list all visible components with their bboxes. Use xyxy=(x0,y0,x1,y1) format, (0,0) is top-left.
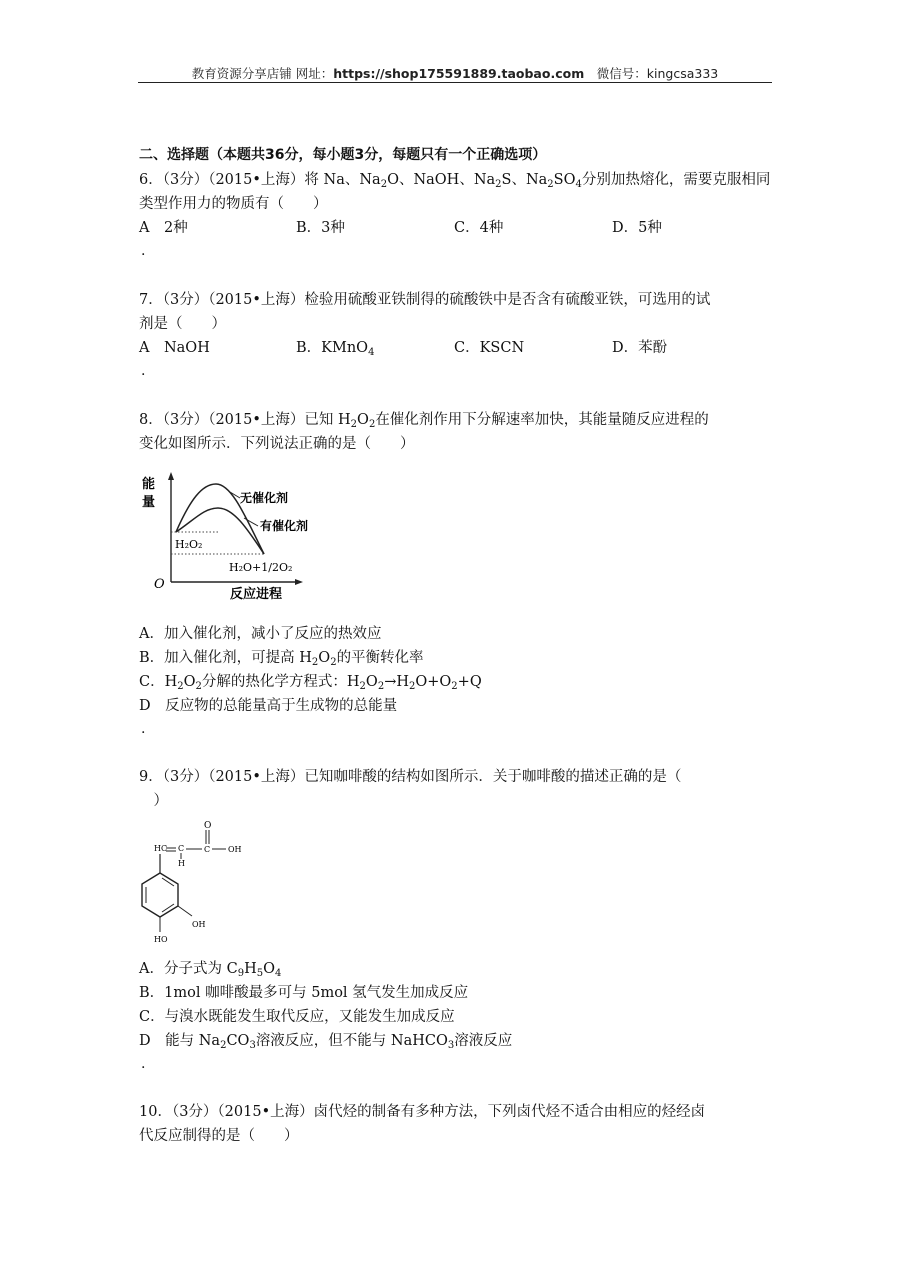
q8-b-text-a: B．加入催化剂，可提高 H xyxy=(139,650,312,666)
reactant-label: H₂O₂ xyxy=(175,538,203,551)
q9-a-sub-9: 9 xyxy=(237,968,245,979)
q6-option-b[interactable]: B．3种 xyxy=(296,220,345,236)
q7-line2: 剂是（ ） xyxy=(139,316,226,332)
q6-option-c[interactable]: C．4种 xyxy=(454,220,504,236)
q6-option-d[interactable]: D．5种 xyxy=(612,220,662,236)
q7-option-b-text: B．KMnO xyxy=(296,340,369,356)
origin-label: O xyxy=(154,577,165,592)
q8-c-sub-3: 2 xyxy=(359,681,366,692)
q9-line2: ） xyxy=(139,793,168,809)
q8-b-sub-b: 2 xyxy=(330,657,337,668)
header-shop: 教育资源分享店铺 网址： xyxy=(191,66,334,81)
curve2-label: 有催化剂 xyxy=(260,519,309,533)
q8-c-sub-6: 2 xyxy=(451,681,458,692)
h-label: H xyxy=(178,859,185,868)
o-top-label: O xyxy=(204,821,212,831)
q8-text-c: 在催化剂作用下分解速率加快，其能量随反应进程的 xyxy=(375,412,709,428)
q8-b-sub-a: 2 xyxy=(311,657,319,668)
product-label: H₂O+1/2O₂ xyxy=(229,561,293,574)
q9-d-text-c: 溶液反应，但不能与 NaHCO xyxy=(255,1033,448,1049)
q9-d-sub-3b: 3 xyxy=(447,1040,455,1051)
q9-option-a[interactable] xyxy=(139,960,281,978)
oh-acid-label: OH xyxy=(228,845,242,854)
q8-dot: . xyxy=(141,721,146,737)
q8-c-sub-5: 2 xyxy=(408,681,416,692)
q9-a-sub-5: 5 xyxy=(256,968,264,979)
q9-d-text-b: CO xyxy=(226,1033,250,1049)
q9-option-d[interactable] xyxy=(139,1032,512,1050)
q6-dot: . xyxy=(141,243,146,259)
header-divider xyxy=(138,82,772,83)
q6-text-a: 6．（3分）（2015•上海）将 Na、Na xyxy=(139,172,381,188)
q8-text-b: O xyxy=(357,412,369,428)
q8-option-c[interactable] xyxy=(139,673,482,691)
q7-option-d[interactable]: D．苯酚 xyxy=(612,340,668,356)
q6-text-d: SO xyxy=(553,172,576,188)
page-header xyxy=(138,64,772,82)
q8-line2: 变化如图所示．下列说法正确的是（ ） xyxy=(139,436,415,452)
q8-option-d[interactable]: D 反应物的总能量高于生成物的总能量 xyxy=(139,698,398,714)
q10-line2: 代反应制得的是（ ） xyxy=(139,1128,299,1144)
q9-a-text-b: H xyxy=(244,961,257,977)
q8-c-text-b: O xyxy=(183,674,196,690)
q10-line1: 10．（3分）（2015•上海）卤代烃的制备有多种方法，下列卤代烃不适合由相应的烃经卤 xyxy=(139,1104,706,1120)
benzene-ring xyxy=(142,873,178,917)
ylabel-2: 量 xyxy=(142,495,156,510)
q9-line1: 9．（3分）（2015•上海）已知咖啡酸的结构如图所示．关于咖啡酸的描述正确的是（ xyxy=(139,769,682,785)
q8-sub-a: 2 xyxy=(350,419,358,430)
q8-c-text-d: O xyxy=(365,674,378,690)
curve1-label: 无催化剂 xyxy=(240,491,289,505)
energy-diagram xyxy=(140,470,340,602)
section-title: 二、选择题（本题共36分，每小题3分，每题只有一个正确选项） xyxy=(139,147,547,163)
q7-line1: 7．（3分）（2015•上海）检验用硫酸亚铁制得的硫酸铁中是否含有硫酸亚铁，可选用的试 xyxy=(139,292,711,308)
ring-double-2 xyxy=(162,904,174,912)
q9-d-text-a: D 能与 Na xyxy=(139,1033,221,1049)
ylabel-1: 能 xyxy=(142,477,156,492)
header-url[interactable]: https://shop175591889.taobao.com xyxy=(333,66,585,81)
ring-double-1 xyxy=(162,878,174,886)
q6-line2: 类型作用力的物质有（ ） xyxy=(139,196,328,212)
q9-a-sub-4: 4 xyxy=(274,968,282,979)
header-wechat-label: 微信号： xyxy=(596,66,647,81)
q9-option-c[interactable]: C．与溴水既能发生取代反应，又能发生加成反应 xyxy=(139,1009,455,1025)
q6-option-a[interactable]: A 2种 xyxy=(139,220,188,236)
q6-sub-a: 2 xyxy=(380,179,388,190)
q6-sub-c: 2 xyxy=(547,179,554,190)
q7-dot: . xyxy=(141,363,146,379)
oh-ring-label: OH xyxy=(192,920,206,929)
q6-text-e: 分别加热熔化，需要克服相同 xyxy=(581,172,771,188)
ho-ring-label: HO xyxy=(154,935,168,944)
q9-d-sub-3a: 3 xyxy=(249,1040,256,1051)
q7-option-a[interactable]: A NaOH xyxy=(139,340,210,356)
q9-d-text-d: 溶液反应 xyxy=(454,1033,513,1049)
q7-option-b-sub: 4 xyxy=(368,347,375,358)
q6-sub-b: 2 xyxy=(495,179,502,190)
caffeic-acid-structure xyxy=(140,818,260,950)
q9-option-b[interactable]: B．1mol 咖啡酸最多可与 5mol 氢气发生加成反应 xyxy=(139,985,469,1001)
xlabel: 反应进程 xyxy=(230,587,283,602)
hc-label: HC xyxy=(154,844,168,853)
q7-option-c[interactable]: C．KSCN xyxy=(454,340,525,356)
q8-c-sub-4: 2 xyxy=(377,681,385,692)
c-eq-label: C xyxy=(178,844,185,853)
q8-c-text-e: →H xyxy=(384,674,409,690)
q8-c-sub-1: 2 xyxy=(177,681,184,692)
q6-line1 xyxy=(139,171,770,189)
q8-c-sub-2: 2 xyxy=(195,681,202,692)
q8-b-text-b: O xyxy=(318,650,331,666)
y-axis-arrow xyxy=(168,472,174,480)
q8-c-text-a: C．H xyxy=(139,674,178,690)
q7-option-b[interactable] xyxy=(296,339,374,357)
leader-2 xyxy=(244,518,258,526)
q8-c-text-f: O+O xyxy=(415,674,452,690)
q8-option-b[interactable] xyxy=(139,649,424,667)
q9-a-text-c: O xyxy=(263,961,275,977)
q6-text-c: S、Na xyxy=(501,172,548,188)
x-axis-arrow xyxy=(295,579,303,585)
q8-line1 xyxy=(139,411,709,429)
q8-sub-b: 2 xyxy=(368,419,376,430)
header-wechat: kingcsa333 xyxy=(646,66,719,81)
q9-d-sub-2: 2 xyxy=(220,1040,227,1051)
q8-b-text-c: 的平衡转化率 xyxy=(336,650,424,666)
q6-text-b: O、NaOH、Na xyxy=(387,172,496,188)
q8-option-a[interactable]: A．加入催化剂，减小了反应的热效应 xyxy=(139,626,382,642)
c-label: C xyxy=(204,845,211,854)
q8-c-text-g: +Q xyxy=(457,674,482,690)
q9-a-text-a: A．分子式为 C xyxy=(139,961,238,977)
q6-sub-d: 4 xyxy=(575,179,582,190)
q8-c-text-c: 分解的热化学方程式：H xyxy=(201,674,360,690)
q9-dot: . xyxy=(141,1056,146,1072)
bond-ring-oh xyxy=(178,906,192,916)
q8-text-a: 8．（3分）（2015•上海）已知 H xyxy=(139,412,351,428)
